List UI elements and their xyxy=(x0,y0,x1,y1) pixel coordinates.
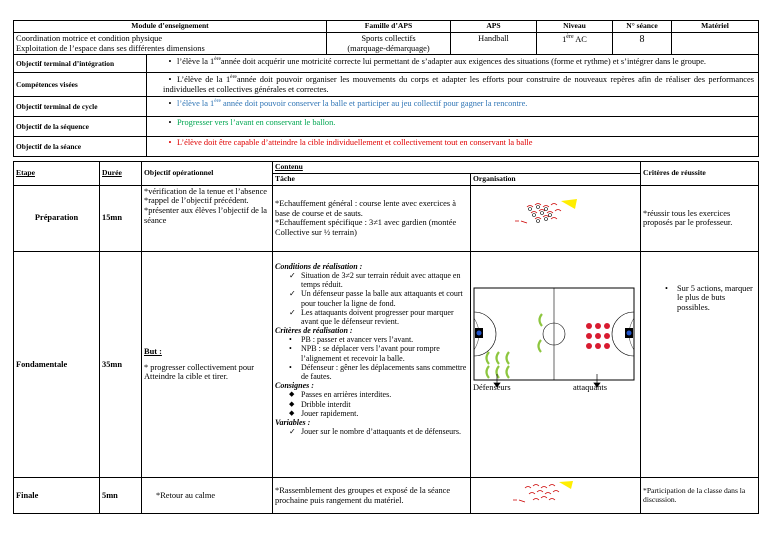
criteria-finale: *Participation de la classe dans la discussion. xyxy=(641,478,759,514)
variables-title: Variables : xyxy=(275,417,311,427)
list-item: ◆ Dribble interdit xyxy=(301,400,468,409)
col-organisation: Organisation xyxy=(471,174,641,186)
header-module: Module d’enseignement xyxy=(14,21,327,33)
bullet-icon: • xyxy=(168,75,172,85)
list-item: ◆ Jouer rapidement. xyxy=(301,409,468,418)
list-item: • Défenseur : gêner les déplacements sans commettre de fautes. xyxy=(301,363,468,381)
famille-line-2: (marquage-démarquage) xyxy=(347,43,430,53)
list-item: • PB : passer et avancer vers l’avant. xyxy=(301,335,468,344)
stage-finale: Finale xyxy=(14,478,100,514)
stage-preparation: Préparation xyxy=(14,185,100,251)
seance-value: 8 xyxy=(613,33,672,55)
organisation-preparation xyxy=(471,185,641,251)
objective-text xyxy=(147,117,759,137)
objective-fondamentale xyxy=(142,251,273,478)
col-contenu: Contenu xyxy=(273,162,641,174)
header-table xyxy=(13,20,759,55)
objective-label: Objectif terminal d’intégration xyxy=(14,55,147,73)
header-materiel: Matériel xyxy=(672,21,759,33)
organisation-finale xyxy=(471,478,641,514)
header-seance: N° séance xyxy=(613,21,672,33)
module-line-1: Coordination motrice et condition physique xyxy=(16,34,163,43)
col-objectif: Objectif opérationnel xyxy=(142,162,273,185)
duration-fondamentale: 35mn xyxy=(100,251,142,478)
attackers-label: attaquants xyxy=(573,382,607,392)
objective-text xyxy=(147,73,759,97)
famille-line-1: Sports collectifs xyxy=(361,34,416,43)
task-line: *Echauffement spécifique : 3≠1 avec gardien (montée Collective sur ½ terrain) xyxy=(275,218,457,237)
list-item: ✓ Les attaquants doivent progresser pour marquer avant que le défenseur revient. xyxy=(301,308,468,326)
objectives-table xyxy=(13,54,759,157)
header-famille: Famille d’APS xyxy=(327,21,451,33)
objective-text xyxy=(147,55,759,73)
players-group-icon xyxy=(473,197,639,237)
list-item: ◆ Passes en arrières interdites. xyxy=(301,390,468,399)
col-criteres: Critères de réussite xyxy=(641,162,759,185)
header-aps: APS xyxy=(451,21,537,33)
but-text: * progresser collectivement pour Atteindre la cible et tirer. xyxy=(144,362,254,382)
bullet-icon: • xyxy=(168,138,172,148)
objective-sup: ère xyxy=(214,56,221,63)
goal-right-icon xyxy=(625,328,633,338)
objective-post: année doit pouvoir organiser les mouvements du corps et adapter les efforts pour construire de nouveaux repères afin de réaliser des performances individuelles et collectives générales et correctes. xyxy=(163,75,754,94)
defenders-label: Défenseurs xyxy=(473,382,511,392)
objective-label: Objectif terminal de cycle xyxy=(14,97,147,117)
task-fondamentale xyxy=(273,251,471,478)
lesson-sheet xyxy=(13,20,758,514)
list-item: ✓ Situation de 3≠2 sur terrain réduit avec attaque en temps réduit. xyxy=(301,271,468,289)
objective-sup: ère xyxy=(214,98,221,105)
list-item: ✓ Un défenseur passe la balle aux attaquants et court pour toucher la ligne de fond. xyxy=(301,289,468,307)
task-finale: *Rassemblement des groupes et exposé de la séance prochaine puis rangement du matériel. xyxy=(273,478,471,514)
materiel-value xyxy=(672,33,759,55)
objective-post: année doit pouvoir conserver la balle et participer au jeu collectif pour gagner la rencontre. xyxy=(220,99,528,109)
players-group-icon xyxy=(471,480,637,510)
header-niveau: Niveau xyxy=(537,21,613,33)
niveau-rest: AC xyxy=(573,34,587,44)
objective-finale: *Retour au calme xyxy=(142,478,273,514)
objective-pre: L’élève de la 1 xyxy=(177,75,231,85)
objective-line: *vérification de la tenue et l’absence xyxy=(144,186,268,196)
consignes-list xyxy=(275,390,468,418)
bullet-icon: • xyxy=(168,57,172,67)
court-diagram xyxy=(471,252,641,475)
stage-fondamentale: Fondamentale xyxy=(14,251,100,478)
task-preparation xyxy=(273,185,471,251)
list-item: • NPB : se déplacer vers l’avant pour rompre l’alignement et recevoir la balle. xyxy=(301,344,468,362)
objective-pre: Progresser vers l’avant en conservant le ballon. xyxy=(177,118,336,128)
criteria-list xyxy=(275,335,468,381)
niveau-value xyxy=(537,33,613,55)
objective-text xyxy=(147,137,759,157)
session-table xyxy=(13,161,759,514)
objective-line: *rappel de l’objectif précédent. xyxy=(144,196,249,206)
niveau-num: 1 xyxy=(562,34,567,44)
famille-value xyxy=(327,33,451,55)
objective-label: Objectif de la séquence xyxy=(14,117,147,137)
objective-pre: L’élève doit être capable d’atteindre la cible individuellement et collectivement tout en conservant la balle xyxy=(177,138,533,148)
but-label: But : xyxy=(144,347,162,357)
goal-left-icon xyxy=(475,328,483,338)
objective-sup: ère xyxy=(230,74,237,81)
col-etape: Etape xyxy=(14,162,100,185)
bullet-icon: • xyxy=(168,99,172,109)
bullet-icon: • xyxy=(168,118,172,128)
conditions-title: Conditions de réalisation : xyxy=(275,261,363,271)
criteria-preparation: *réussir tous les exercices proposés par le professeur. xyxy=(641,185,759,251)
organisation-fondamentale xyxy=(471,251,641,478)
niveau-sup: ère xyxy=(566,34,574,40)
criteria-list xyxy=(643,284,756,313)
consignes-title: Consignes : xyxy=(275,381,314,391)
attackers-icons xyxy=(586,323,610,349)
objective-preparation xyxy=(142,185,273,251)
task-line: *Echauffement général : course lente avec exercices à base de course et de sauts. xyxy=(275,198,456,218)
list-item: • Sur 5 actions, marquer le plus de buts possibles. xyxy=(677,284,756,313)
objective-text xyxy=(147,97,759,117)
aps-value: Handball xyxy=(451,33,537,55)
criteria-title: Critères de réalisation : xyxy=(275,326,353,336)
conditions-list xyxy=(275,271,468,326)
variables-list xyxy=(275,427,468,436)
objective-post: année doit acquérir une motricité correcte lui permettant de s’adapter aux exigences des situations (forme et rythme) et s’intégrer dans le groupe. xyxy=(220,57,707,67)
objective-line: *présenter aux élèves l’objectif de la séance xyxy=(144,206,268,225)
objective-label: Compétences visées xyxy=(14,73,147,97)
objective-label: Objectif de la séance xyxy=(14,137,147,157)
duration-preparation: 15mn xyxy=(100,185,142,251)
objective-pre: l’élève la 1 xyxy=(177,99,215,109)
module-line-2: Exploitation de l’espace dans ses différentes dimensions xyxy=(16,43,205,53)
duration-finale: 5mn xyxy=(100,478,142,514)
module-value xyxy=(14,33,327,55)
col-tache: Tâche xyxy=(273,174,471,186)
col-duree: Durée xyxy=(100,162,142,185)
criteria-fondamentale xyxy=(641,251,759,478)
objective-pre: l’élève la 1 xyxy=(177,57,215,67)
list-item: ✓ Jouer sur le nombre d’attaquants et de défenseurs. xyxy=(301,427,468,436)
